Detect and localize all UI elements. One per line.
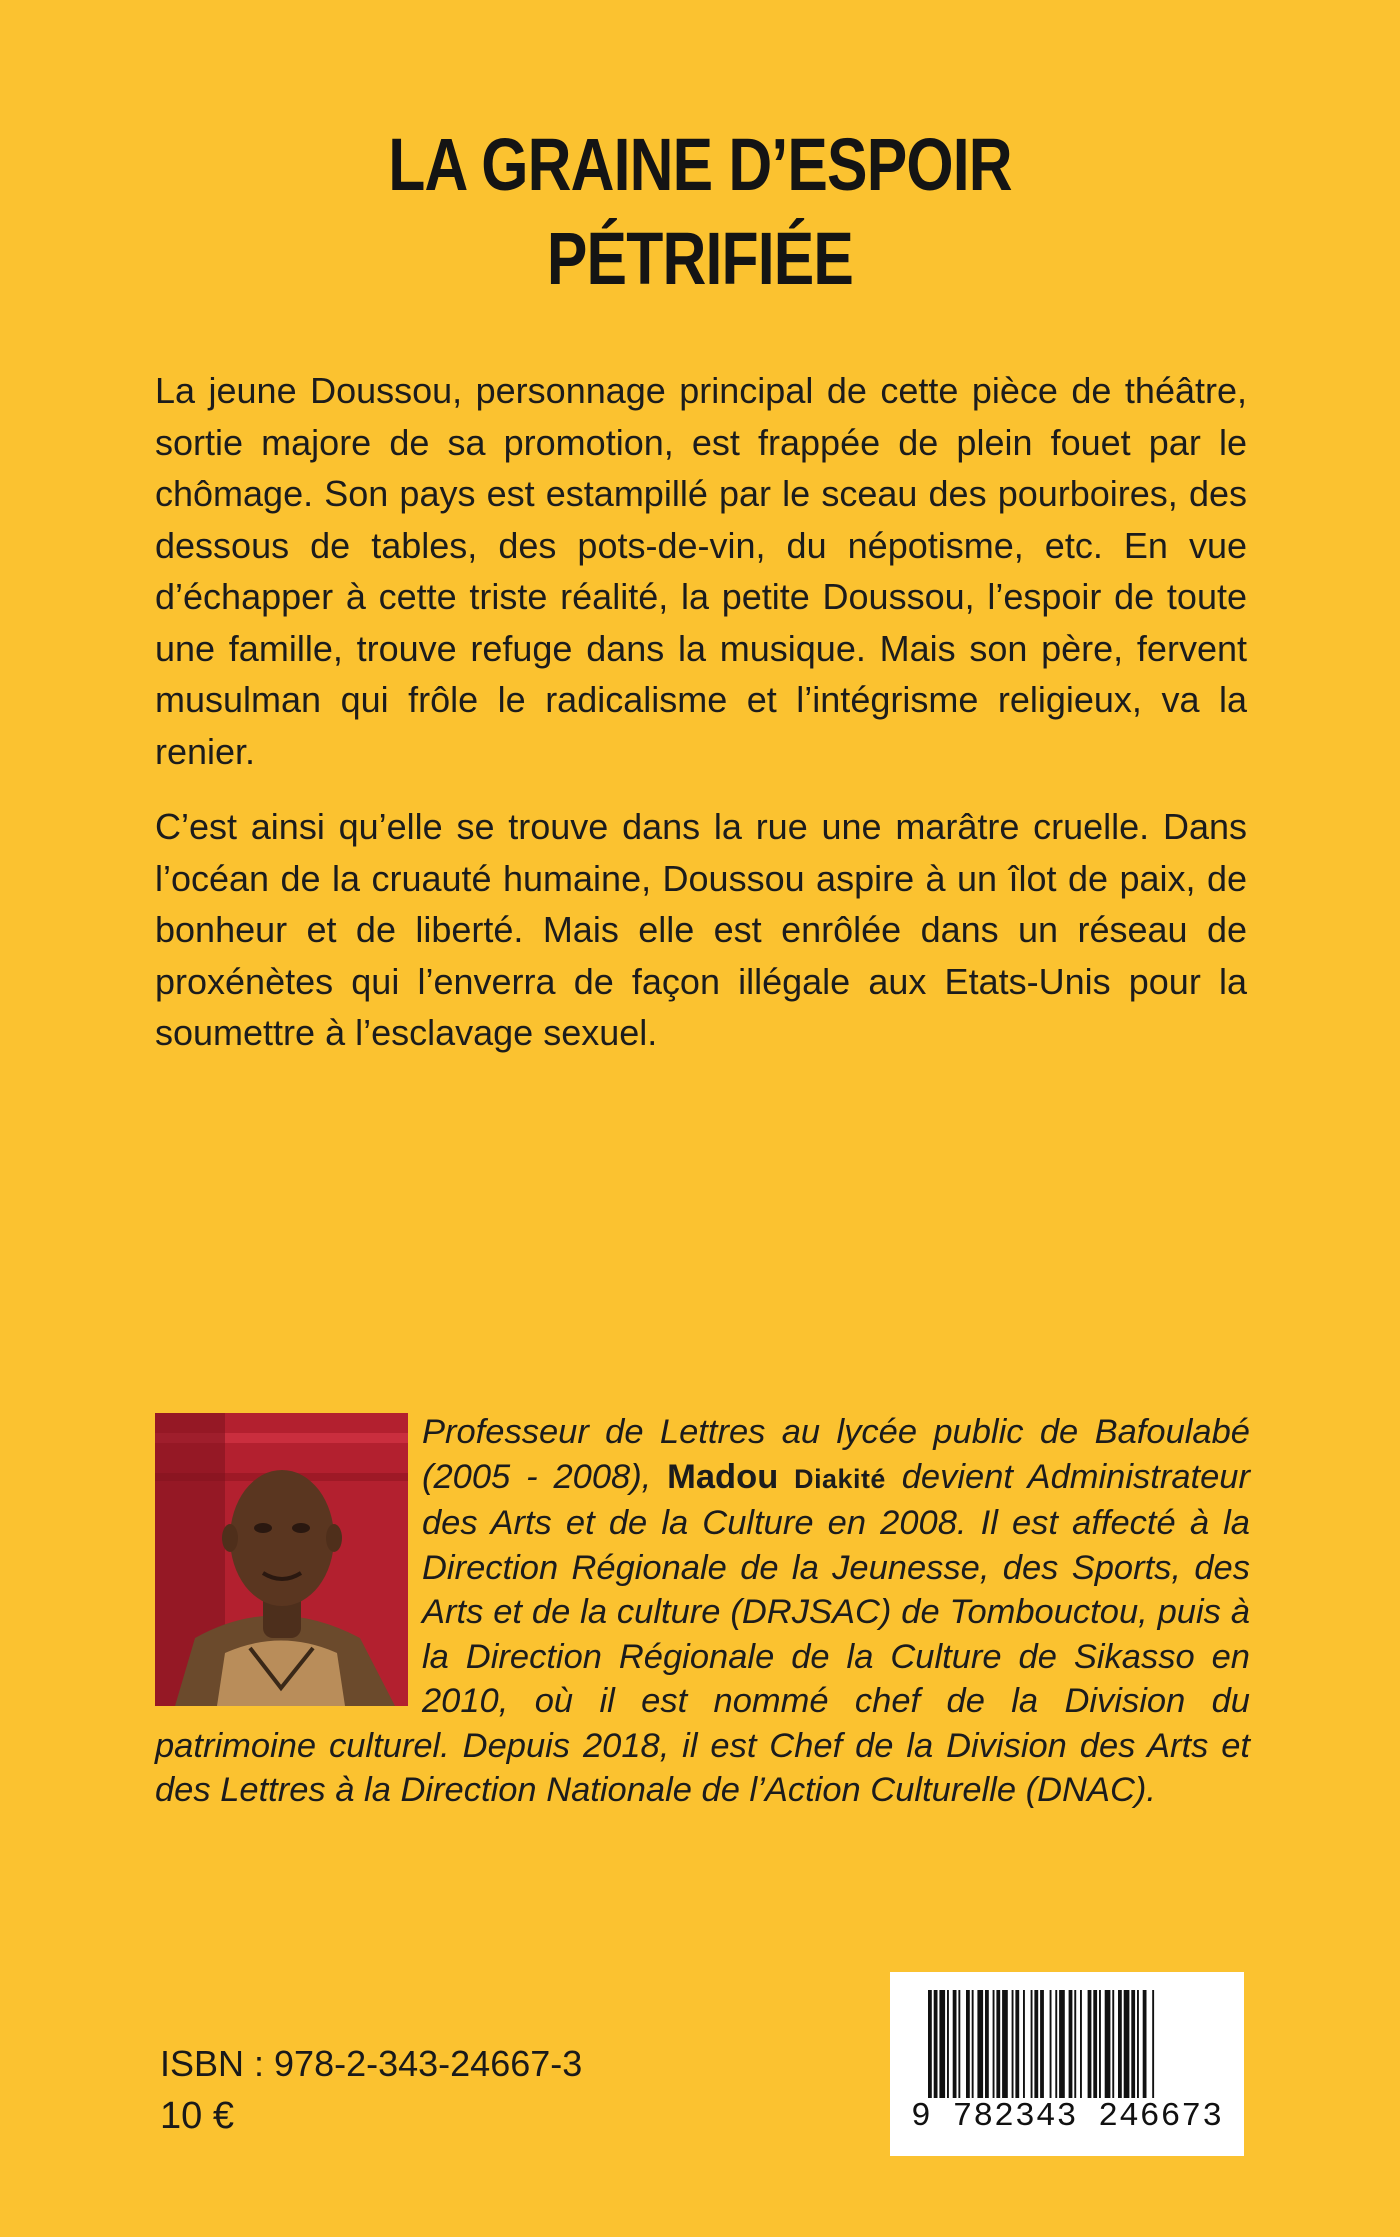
author-bio-text: devient Administrateur des Arts et de la Culture en 2008. Il est affecté à la Direction Régionale de la Jeunesse, des Sports, des Arts et de la culture (DRJSAC) de Tombouctou, puis à la Direction Régionale de la Culture de Sikasso en 2010, où il est nommé chef de la Division du patrimoine culturel. Depuis 2018, il est Chef de la Division des Arts et des Lettres à la Direction Nationale de l’Action Culturelle (DNAC). xyxy=(155,1457,1250,1809)
author-portrait-icon xyxy=(155,1413,408,1706)
author-bio-intro: Professeur de Lettres au lycée public de Bafoulabé (2005 - 2008), xyxy=(422,1413,1250,1496)
author-last-name: Diakité xyxy=(794,1463,886,1494)
book-title-line-1: LA GRAINE D’ESPOIR xyxy=(388,123,1012,206)
author-name xyxy=(667,1458,886,1496)
price: 10 € xyxy=(160,2095,234,2137)
barcode xyxy=(890,1972,1244,2156)
barcode-digits: 9 782343 246673 xyxy=(910,2098,1224,2135)
isbn-number: ISBN : 978-2-343-24667-3 xyxy=(160,2043,583,2084)
author-photo xyxy=(155,1413,408,1706)
barcode-icon xyxy=(928,1990,1206,2098)
synopsis-paragraph-2: C’est ainsi qu’elle se trouve dans la rue une marâtre cruelle. Dans l’océan de la cruauté humaine, Doussou aspire à un îlot de paix, de bonheur et de liberté. Mais elle est enrôlée dans un réseau de proxénètes qui l’enverra de façon illégale aux Etats-Unis pour la soumettre à l’esclavage sexuel. xyxy=(155,806,1247,1053)
author-first-name: Madou xyxy=(667,1457,779,1496)
book-title xyxy=(126,118,1274,306)
book-title-line-2: PÉTRIFIÉE xyxy=(546,217,854,300)
author-bio xyxy=(155,1410,1250,1813)
synopsis xyxy=(155,365,1247,1083)
synopsis-paragraph-1: La jeune Doussou, personnage principal de cette pièce de théâtre, sortie majore de sa promotion, est frappée de plein fouet par le chômage. Son pays est estampillé par le sceau des pourboires, des dessous de tables, des pots-de-vin, du népotisme, etc. En vue d’échapper à cette triste réalité, la petite Doussou, l’espoir de toute une famille, trouve refuge dans la musique. Mais son père, fervent musulman qui frôle le radicalisme et l’intégrisme religieux, va la renier. xyxy=(155,370,1247,772)
